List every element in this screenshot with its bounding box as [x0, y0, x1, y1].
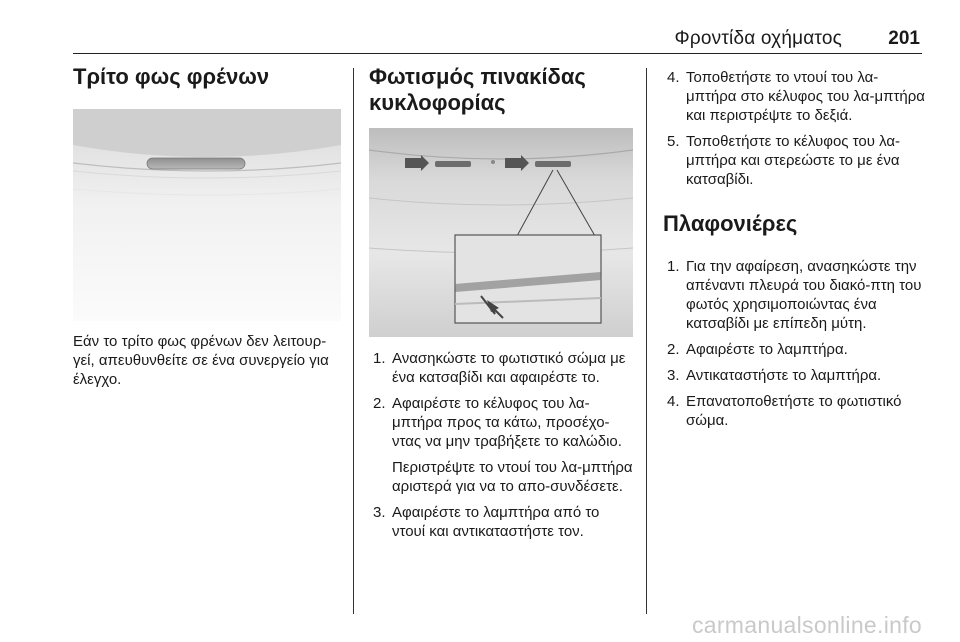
step-text: Τοποθετήστε το ντουί του λα-μπτήρα στο κέλυφος του λα-μπτήρα και περιστρέψτε το δεξιά.: [686, 69, 925, 124]
step-text: Ανασηκώστε το φωτιστικό σώμα με ένα κατσαβίδι και αφαιρέστε το.: [392, 350, 626, 386]
step-text: Επανατοποθετήστε το φωτιστικό σώμα.: [686, 393, 902, 429]
step-number: 5.: [667, 133, 680, 150]
list-item: [663, 340, 925, 359]
running-header-title: Φροντίδα οχήματος: [674, 28, 842, 49]
license-plate-light-drawing: [369, 128, 633, 337]
step-number: 1.: [373, 350, 386, 367]
step-subtext: Περιστρέψτε το ντουί του λα-μπτήρα αριστερά για να το απο-συνδέσετε.: [392, 459, 633, 495]
license-plate-light-illustration: [369, 128, 633, 337]
list-item: [369, 349, 633, 387]
column-divider-1: [353, 68, 354, 614]
step-text: Αντικαταστήστε το λαμπτήρα.: [686, 367, 882, 384]
step-number: 3.: [667, 367, 680, 384]
step-text: Τοποθετήστε το κέλυφος του λα-μπτήρα και στερεώστε το με ένα κατσαβίδι.: [686, 133, 901, 188]
list-item: [663, 132, 925, 189]
step-number: 2.: [373, 395, 386, 412]
list-item: [663, 392, 925, 430]
third-brake-light-text: Εάν το τρίτο φως φρένων δεν λειτουρ-γεί, απευθυνθείτε σε ένα συνεργείο για έλεγχο.: [73, 333, 329, 388]
third-brake-light-illustration: [73, 109, 341, 321]
step-text: Αφαιρέστε το λαμπτήρα.: [686, 341, 848, 358]
column-3: [663, 68, 925, 430]
step-number: 2.: [667, 341, 680, 358]
watermark: carmanualsonline.info: [691, 612, 922, 638]
step-text: Για την αφαίρεση, ανασηκώστε την απέναντι πλευρά του διακό-πτη του φωτός χρησιμοποιώντας ένα κατσαβίδι με επίπεδη μύτη.: [686, 258, 922, 332]
step-text: Αφαιρέστε το κέλυφος του λα-μπτήρα προς τα κάτω, προσέχο-ντας να μην τραβήξετε το καλώδιο.: [392, 395, 622, 450]
section-heading-interior-lights: Πλαφονιέρες: [663, 211, 798, 236]
list-item: [369, 503, 633, 541]
step-text: Αφαιρέστε το λαμπτήρα από το ντουί και αντικαταστήστε τον.: [392, 504, 600, 540]
column-2: [369, 64, 633, 541]
header-divider: [73, 53, 922, 54]
section-heading-third-brake-light: Τρίτο φως φρένων: [73, 64, 270, 89]
list-item: [663, 257, 925, 333]
section-heading-license-plate-light: Φωτισμός πινακίδας κυκλοφορίας: [369, 64, 586, 115]
list-item: [663, 68, 925, 125]
step-number: 3.: [373, 504, 386, 521]
list-item: [663, 366, 925, 385]
third-brake-light-drawing: [73, 109, 341, 321]
column-1: [73, 64, 341, 389]
license-plate-steps: [369, 349, 633, 541]
step-number: 1.: [667, 258, 680, 275]
license-plate-steps-continued: [663, 68, 925, 189]
step-number: 4.: [667, 69, 680, 86]
list-item: [369, 394, 633, 496]
step-number: 4.: [667, 393, 680, 410]
page-number: 201: [888, 28, 920, 49]
column-divider-2: [646, 68, 647, 614]
interior-light-steps: [663, 257, 925, 430]
